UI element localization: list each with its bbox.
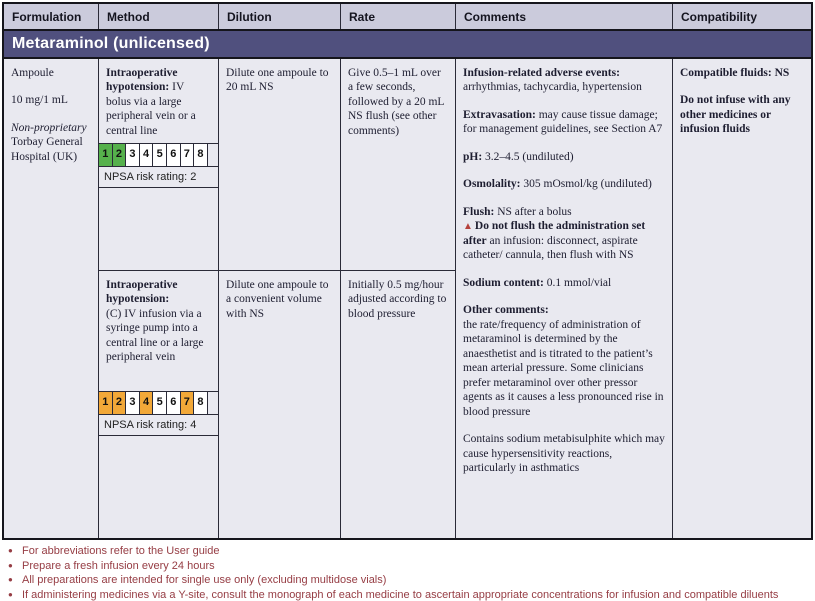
comment-adverse-events: Infusion-related adverse events: arrhythmias, tachycardia, hypertension: [463, 67, 642, 94]
formulation-cell: [4, 59, 98, 538]
npsa-box: 7: [181, 144, 195, 166]
monograph-table: [2, 2, 813, 540]
npsa-scale: [99, 143, 218, 167]
footnote-list: [8, 545, 815, 601]
comment-metabisulphite: Contains sodium metabisulphite which may cause hypersensitivity reactions, particularly in asthmatics: [463, 433, 665, 475]
comment-osmolality: Osmolality: 305 mOsmol/kg (undiluted): [463, 178, 652, 191]
header-compatibility: Compatibility: [672, 4, 811, 29]
method-cell-bolus: [99, 59, 218, 271]
formulation-form: Ampoule: [11, 67, 54, 79]
comment-flush: Flush: NS after a bolus: [463, 205, 572, 218]
method-indication: Intraoperative hypotension:: [106, 279, 178, 306]
method-column: [98, 59, 218, 538]
footnote-item: ● Prepare a fresh infusion every 24 hours: [8, 560, 815, 572]
dilution-column: [218, 59, 340, 538]
method-text: IV bolus via a large peripheral vein or a central line: [106, 81, 196, 137]
comments-cell: [455, 59, 672, 538]
npsa-box: 5: [153, 144, 167, 166]
npsa-scale: [99, 391, 218, 415]
dilution-text: Dilute one ampoule to a convenient volume with NS: [226, 279, 329, 320]
npsa-box: 6: [167, 144, 181, 166]
formulation-strength: 10 mg/1 mL: [11, 94, 68, 107]
npsa-box: 4: [140, 144, 154, 166]
drug-title: Metaraminol (unlicensed): [12, 35, 210, 52]
header-comments: Comments: [455, 4, 672, 29]
npsa-box: 2: [113, 144, 127, 166]
dilution-cell-bolus: [219, 59, 340, 271]
npsa-rating-label: NPSA risk rating: 4: [99, 415, 218, 436]
formulation-source: Torbay General Hospital (UK): [11, 136, 83, 163]
header-method: Method: [98, 4, 218, 29]
npsa-box: 8: [194, 392, 208, 414]
monograph-body: [4, 59, 811, 538]
comment-ph: pH: 3.2–4.5 (undiluted): [463, 150, 574, 163]
rate-cell-infusion: [341, 271, 455, 538]
npsa-box: 4: [140, 392, 154, 414]
compatibility-warning: Do not infuse with any other medicines or infusion fluids: [680, 94, 791, 136]
npsa-risk-widget: [99, 143, 218, 188]
npsa-box: 3: [126, 392, 140, 414]
formulation-brand: Non-proprietary: [11, 121, 87, 134]
header-rate: Rate: [340, 4, 455, 29]
npsa-risk-widget: [99, 391, 218, 436]
comment-sodium: Sodium content: 0.1 mmol/vial: [463, 276, 612, 289]
npsa-box: 8: [194, 144, 208, 166]
footnote-item: ● All preparations are intended for single use only (excluding multidose vials): [8, 574, 815, 586]
column-header-row: [4, 4, 811, 31]
rate-text: Initially 0.5 mg/hour adjusted according to blood pressure: [348, 279, 447, 320]
dilution-cell-infusion: [219, 271, 340, 538]
method-cell-infusion: [99, 271, 218, 538]
compatibility-cell: [672, 59, 811, 538]
rate-cell-bolus: [341, 59, 455, 271]
npsa-box: 5: [153, 392, 167, 414]
npsa-box: 6: [167, 392, 181, 414]
npsa-box: 3: [126, 144, 140, 166]
rate-column: [340, 59, 455, 538]
method-indication: Intraoperative hypotension:: [106, 67, 178, 94]
header-dilution: Dilution: [218, 4, 340, 29]
drug-title-bar: [4, 31, 811, 59]
npsa-rating-label: NPSA risk rating: 2: [99, 167, 218, 188]
dilution-text: Dilute one ampoule to 20 mL NS: [226, 67, 329, 94]
footnote-item: ● If administering medicines via a Y-site, consult the monograph of each medicine to ascertain appropriate concentrations for infusion and compatible diluents: [8, 589, 815, 601]
comment-flush-warning: ▲ Do not flush the administration set after an infusion: disconnect, aspirate catheter/ cannula, then flush with NS: [463, 220, 646, 262]
comment-extravasation: Extravasation: may cause tissue damage; for management guidelines, see Section A7: [463, 108, 663, 136]
npsa-box: 2: [113, 392, 127, 414]
warning-triangle-icon: ▲: [463, 221, 473, 233]
method-text: (C) IV infusion via a syringe pump into a central line or a large peripheral vein: [106, 307, 204, 364]
footnote-item: ● For abbreviations refer to the User guide: [8, 545, 815, 557]
header-formulation: Formulation: [12, 10, 82, 24]
npsa-box: 7: [181, 392, 195, 414]
comment-other: Other comments: the rate/frequency of administration of metaraminol is determined by the anaesthetist and is titrated to the patient’s mean arterial pressure. Some clinicians prefer metaraminol over other pressor agents as it causes a less pronounced rise in blood pressure: [463, 304, 664, 418]
npsa-box: 1: [99, 392, 113, 414]
compatible-fluids: Compatible fluids: NS: [680, 67, 790, 79]
npsa-box: 1: [99, 144, 113, 166]
rate-text: Give 0.5–1 mL over a few seconds, followed by a 20 mL NS flush (see other comments): [348, 67, 445, 137]
